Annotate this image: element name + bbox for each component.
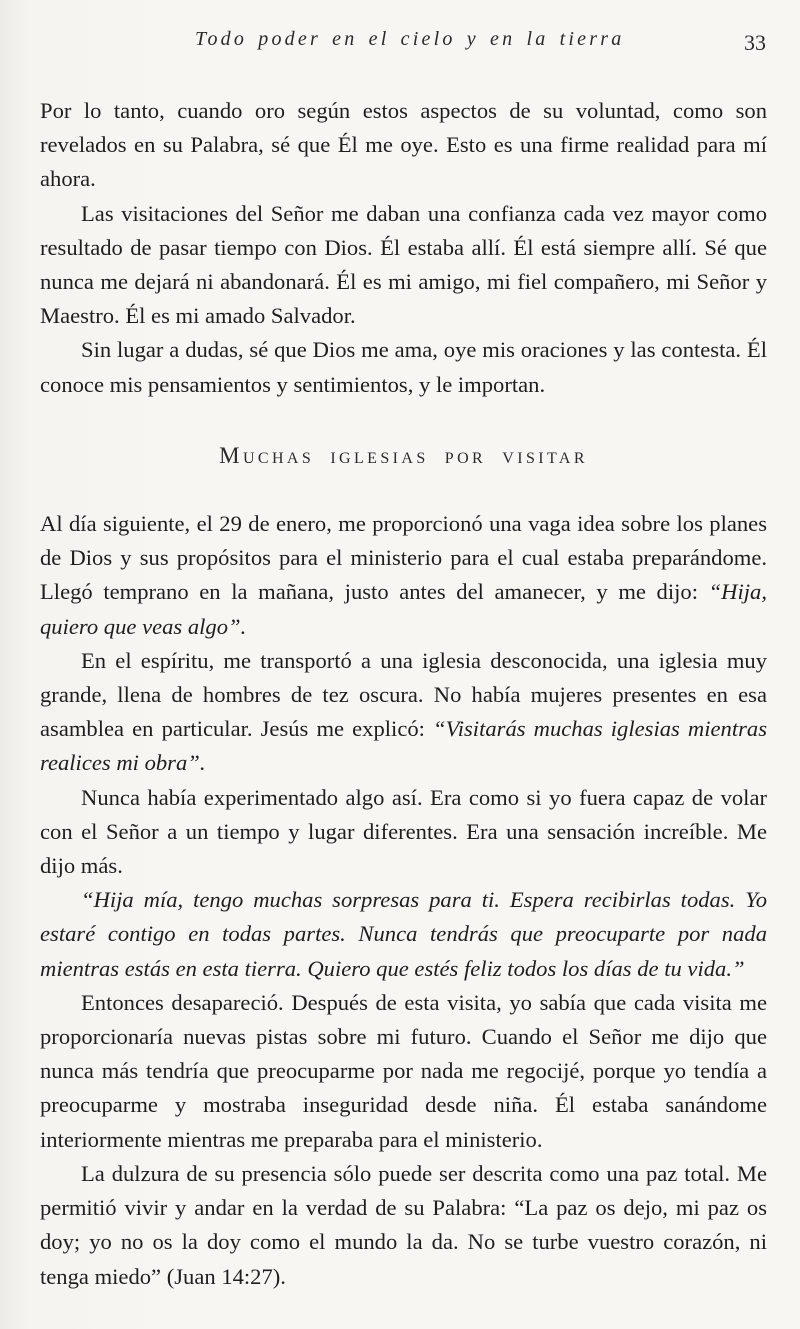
page-number: 33 bbox=[744, 30, 766, 55]
paragraph-4-text: Al día siguiente, el 29 de enero, me proporcionó una vaga idea sobre los planes de Dios y sus propósitos para el ministerio para el cual estaba preparándome. Llegó temprano en la mañana, justo antes del amanecer, y me dijo: bbox=[40, 511, 767, 605]
paragraph-8: Entonces desapareció. Después de esta visita, yo sabía que cada visita me proporcionaría nuevas pistas sobre mi futuro. Cuando el Señor me dijo que nunca más tendría que preocuparme por nada me regocijé, porque yo tendía a preocuparme y mostraba inseguridad desde niña. Él estaba sanándome interiormente mientras me preparaba para el ministerio. bbox=[40, 989, 767, 1152]
section-heading: Muchas iglesias por visitar bbox=[219, 442, 588, 468]
running-title: Todo poder en el cielo y en la tierra bbox=[195, 28, 625, 50]
paragraph-6: Nunca había experimentado algo así. Era como si yo fuera capaz de volar con el Señor a un tiempo y lugar diferentes. Era una sensación increíble. Me dijo más. bbox=[40, 784, 767, 879]
paragraph-4-quote: “Hija, quiero que veas algo”. bbox=[40, 579, 767, 639]
paragraph-9: La dulzura de su presencia sólo puede ser descrita como una paz total. Me permitió vivir y andar en la verdad de su Palabra: “La paz os dejo, mi paz os doy; yo no os la doy como el mundo la da. No se turbe vuestro corazón, ni tenga miedo” (Juan 14:27). bbox=[40, 1160, 767, 1289]
paragraph-7-quote: “Hija mía, tengo muchas sorpresas para ti. Espera recibirlas todas. Yo estaré contigo en todas partes. Nunca tendrás que preocuparte por nada mientras estás en esta tierra. Quiero que estés feliz todos los días de tu vida.” bbox=[40, 887, 767, 981]
paragraph-3: Sin lugar a dudas, sé que Dios me ama, oye mis oraciones y las contesta. Él conoce mis pensamientos y sentimientos, y le importan. bbox=[40, 337, 767, 397]
page-body bbox=[40, 94, 767, 1294]
paragraph-5 bbox=[40, 644, 767, 781]
paragraph-5-text: En el espíritu, me transportó a una iglesia desconocida, una iglesia muy grande, llena de hombres de tez oscura. No había mujeres presentes en esa asamblea en particular. Jesús me explicó: bbox=[40, 647, 767, 742]
paragraph-1: Por lo tanto, cuando oro según estos aspectos de su voluntad, como son revelados en su Palabra, sé que Él me oye. Esto es una firme realidad para mí ahora. bbox=[40, 98, 767, 192]
running-header bbox=[0, 28, 800, 58]
paragraph-5-quote: “Visitarás muchas iglesias mientras realices mi obra”. bbox=[40, 716, 767, 776]
paragraph-4 bbox=[40, 507, 767, 644]
paragraph-2: Las visitaciones del Señor me daban una confianza cada vez mayor como resultado de pasar tiempo con Dios. Él estaba allí. Él está siempre allí. Sé que nunca me dejará ni abandonará. Él es mi amigo, mi fiel compañero, mi Señor y Maestro. Él es mi amado Salvador. bbox=[40, 200, 767, 329]
